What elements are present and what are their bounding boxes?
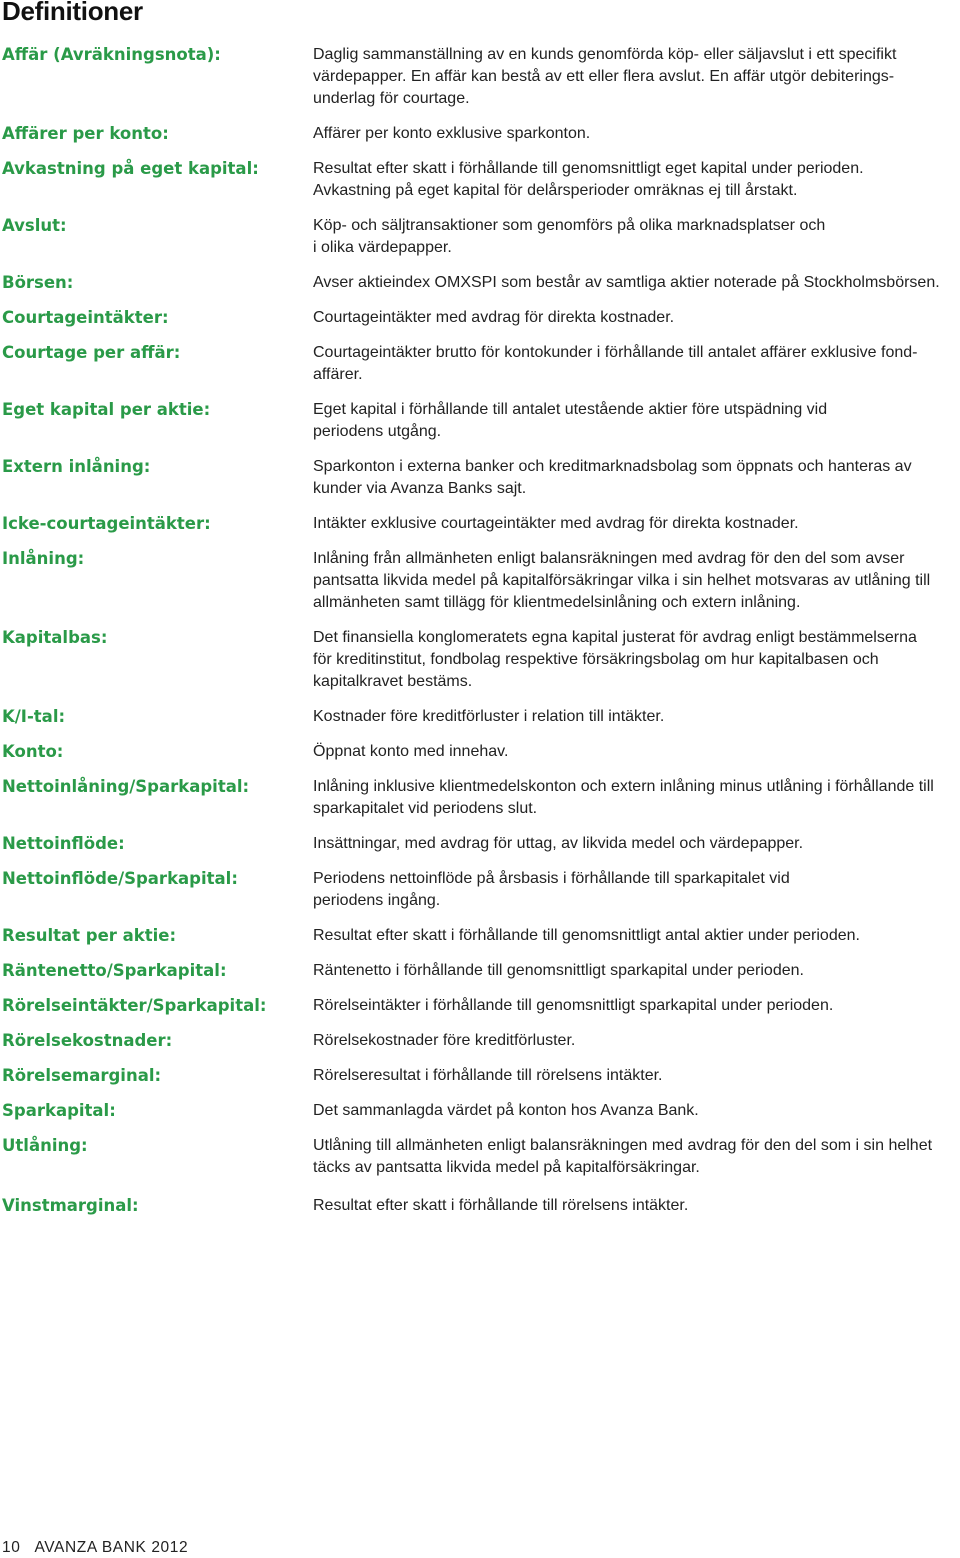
definition-term: Resultat per aktie: bbox=[2, 926, 177, 945]
definition-term: Utlåning: bbox=[2, 1136, 88, 1155]
definition-description: Öppnat konto med innehav. bbox=[313, 743, 509, 760]
page-footer bbox=[2, 1538, 202, 1558]
definition-term: Extern inlåning: bbox=[2, 457, 151, 476]
definition-description: Sparkonton i externa banker och kreditmarknadsbolag som öppnats och hanteras av kunder via Avanza Banks sajt. bbox=[313, 458, 912, 497]
definition-description: Kostnader före kreditförluster i relation till intäkter. bbox=[313, 708, 665, 725]
definition-term: Affärer per konto: bbox=[2, 124, 169, 143]
definition-term: Konto: bbox=[2, 742, 64, 761]
report-name: AVANZA BANK 2012 bbox=[34, 1539, 189, 1556]
definition-term: Sparkapital: bbox=[2, 1101, 116, 1120]
definition-term: Avslut: bbox=[2, 216, 67, 235]
definition-description: Intäkter exklusive courtageintäkter med avdrag för direkta kostnader. bbox=[313, 515, 799, 532]
definition-term: Avkastning på eget kapital: bbox=[2, 159, 259, 178]
definition-description: Daglig sammanställning av en kunds genomförda köp- eller säljavslut i ett specifikt värdepapper. En affär kan bestå av ett eller flera avslut. En affär utgör debiterings- underlag för courtage. bbox=[313, 46, 897, 107]
definition-description: Courtageintäkter med avdrag för direkta kostnader. bbox=[313, 309, 675, 326]
definition-term: Räntenetto/Sparkapital: bbox=[2, 961, 227, 980]
definition-description: Resultat efter skatt i förhållande till genomsnittligt eget kapital under perioden. Avkastning på eget kapital för delårsperioder omräknas ej till årstakt. bbox=[313, 160, 864, 199]
definition-term: Kapitalbas: bbox=[2, 628, 108, 647]
definition-description: Utlåning till allmänheten enligt balansräkningen med avdrag för den del som i sin helhet täcks av pantsatta likvida medel på kapitalförsäkringar. bbox=[313, 1137, 933, 1176]
definition-description: Rörelseintäkter i förhållande till genomsnittligt sparkapital under perioden. bbox=[313, 997, 834, 1014]
definition-description: Courtageintäkter brutto för kontokunder i förhållande till antalet affärer exklusive fond- affärer. bbox=[313, 344, 918, 383]
definition-description: Affärer per konto exklusive sparkonton. bbox=[313, 125, 591, 142]
definition-description: Inlåning från allmänheten enligt balansräkningen med avdrag för den del som avser pantsatta likvida medel på kapitalförsäkringar vilka i sin helhet motsvaras av utlåning till allmänheten samt tillägg för klientmedelsinlåning och extern inlåning. bbox=[313, 550, 931, 611]
definition-term: Rörelsekostnader: bbox=[2, 1031, 173, 1050]
definition-term: Börsen: bbox=[2, 273, 74, 292]
definition-description: Rörelsekostnader före kreditförluster. bbox=[313, 1032, 576, 1049]
definition-description: Räntenetto i förhållande till genomsnittligt sparkapital under perioden. bbox=[313, 962, 804, 979]
page-title: Definitioner bbox=[2, 0, 143, 26]
definition-description: Insättningar, med avdrag för uttag, av likvida medel och värdepapper. bbox=[313, 835, 804, 852]
page-number: 10 bbox=[2, 1539, 21, 1556]
definition-term: Nettoinflöde/Sparkapital: bbox=[2, 869, 238, 888]
definition-description: Periodens nettoinflöde på årsbasis i förhållande till sparkapitalet vid periodens ingång. bbox=[313, 870, 790, 909]
definition-term: Nettoinlåning/Sparkapital: bbox=[2, 777, 250, 796]
definition-term: Rörelsemarginal: bbox=[2, 1066, 162, 1085]
definition-description: Resultat efter skatt i förhållande till genomsnittligt antal aktier under perioden. bbox=[313, 927, 860, 944]
definition-description: Inlåning inklusive klientmedelskonton och extern inlåning minus utlåning i förhållande till sparkapitalet vid periodens slut. bbox=[313, 778, 934, 817]
definition-term: Nettoinflöde: bbox=[2, 834, 125, 853]
definition-term: Rörelseintäkter/Sparkapital: bbox=[2, 996, 267, 1015]
definition-description: Det finansiella konglomeratets egna kapital justerat för avdrag enligt bestämmelserna för kreditinstitut, fondbolag respektive försäkringsbolag om hur kapitalbasen och kapitalkravet bestäms. bbox=[313, 629, 917, 690]
definition-term: Inlåning: bbox=[2, 549, 85, 568]
definition-term: K/I-tal: bbox=[2, 707, 66, 726]
definition-term: Eget kapital per aktie: bbox=[2, 400, 211, 419]
definition-description: Köp- och säljtransaktioner som genomförs på olika marknadsplatser och i olika värdepapper. bbox=[313, 217, 826, 256]
definition-term: Vinstmarginal: bbox=[2, 1196, 139, 1215]
definition-description: Eget kapital i förhållande till antalet utestående aktier före utspädning vid periodens utgång. bbox=[313, 401, 828, 440]
definition-description: Rörelseresultat i förhållande till rörelsens intäkter. bbox=[313, 1067, 663, 1084]
definition-description: Resultat efter skatt i förhållande till rörelsens intäkter. bbox=[313, 1197, 689, 1214]
definition-description: Avser aktieindex OMXSPI som består av samtliga aktier noterade på Stockholmsbörsen. bbox=[313, 274, 940, 291]
definition-term: Icke-courtageintäkter: bbox=[2, 514, 211, 533]
definition-term: Courtage per affär: bbox=[2, 343, 181, 362]
definition-term: Affär (Avräkningsnota): bbox=[2, 45, 221, 64]
definition-term: Courtageintäkter: bbox=[2, 308, 169, 327]
definition-description: Det sammanlagda värdet på konton hos Avanza Bank. bbox=[313, 1102, 699, 1119]
